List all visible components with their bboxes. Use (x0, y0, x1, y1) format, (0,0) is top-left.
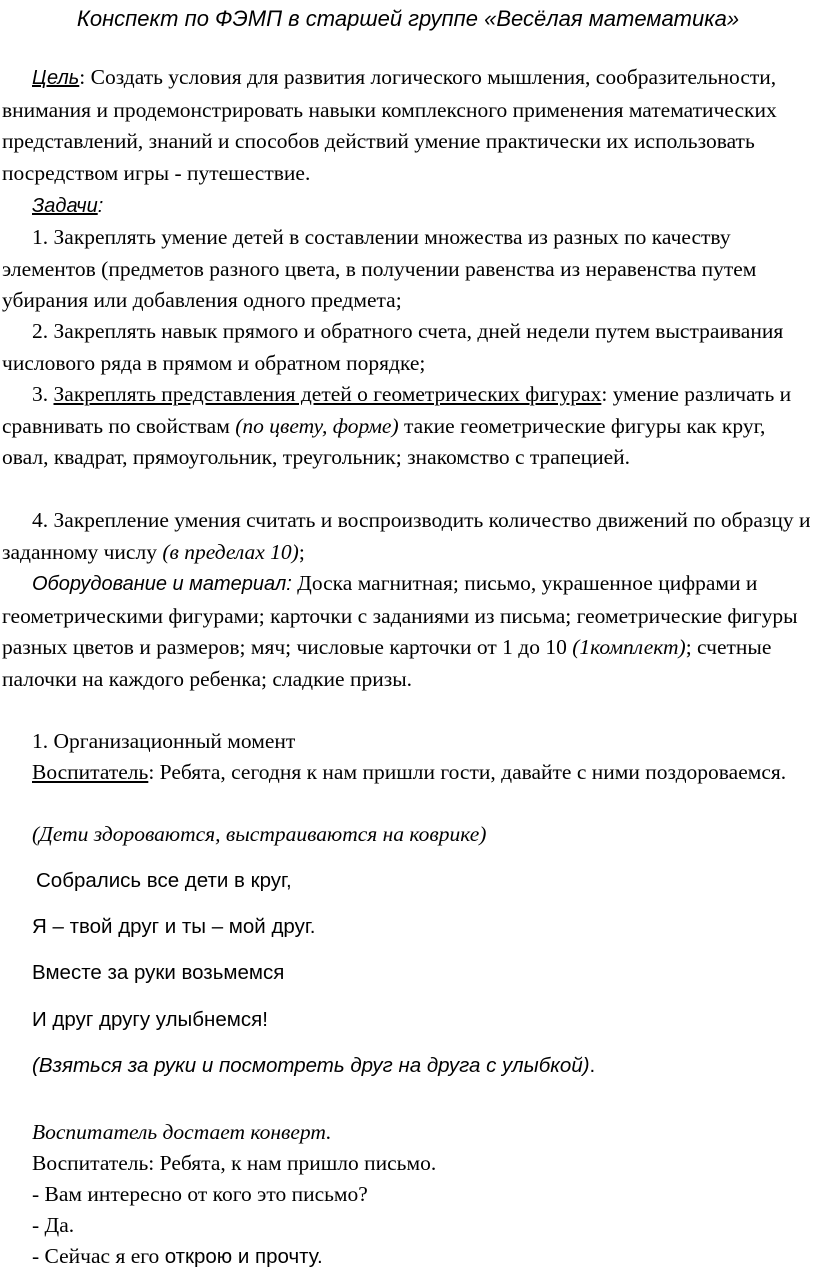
speaker-label: Воспитатель (32, 760, 149, 784)
poem-note (32, 1054, 595, 1078)
poem-line-4: И друг другу улыбнемся! (32, 1008, 268, 1031)
section-1-heading-text: 1. Организационный момент (32, 729, 296, 753)
stage-direction-text: Воспитатель достает конверт. (32, 1120, 332, 1144)
equipment-label: Оборудование и материал: (32, 573, 292, 595)
equipment-italic: (1комплект) (572, 635, 686, 659)
dialogue-line-3 (2, 1210, 814, 1242)
dialogue-line-1-text: Воспитатель: Ребята, к нам пришло письмо. (32, 1151, 437, 1175)
task-1-text: 1. Закреплять умение детей в составлении множества из разных по качеству элементов (предметов разного цвета, в получении равенства из неравенства путем убирания или добавления одного предмета; (2, 225, 757, 312)
dialogue-line-2 (2, 1179, 814, 1211)
task-4 (2, 505, 814, 568)
tasks-label: Задачи (32, 195, 98, 217)
goal-paragraph (2, 62, 814, 189)
task-4-start: 4. Закрепление умения считать и воспроизводить количество движений по образцу и заданному числу (2, 508, 811, 564)
page-title: Конспект по ФЭМП в старшей группе «Весёлая математика» (76, 6, 740, 31)
task-3 (2, 379, 814, 474)
section-1-heading (2, 726, 814, 758)
task-2 (2, 316, 814, 379)
task-4-end: ; (298, 539, 305, 564)
equipment-text-start: Доска магнитная; письмо, украшенное цифрами и геометрическими фигурами; карточки с заданиями из письма; геометрические фигуры разных цветов и размеров; мяч; числовые карточки от 1 до 10 (2, 571, 798, 659)
poem-line-2: Я – твой друг и ты – мой друг. (32, 915, 316, 938)
equipment-paragraph (2, 568, 814, 695)
task-3-end: такие геометрические фигуры как круг, овал, квадрат, прямоугольник, треугольник; знакомство с трапецией. (2, 413, 766, 469)
task-3-italic: (по цвету, форме) (235, 413, 399, 438)
dialogue-line-4-end: открою и прочту. (164, 1245, 323, 1268)
dialogue-line-2-text: - Вам интересно от кого это письмо? (32, 1182, 368, 1206)
task-3-mid: : умение различать и сравнивать по свойствам (2, 382, 792, 438)
task-1 (2, 222, 814, 317)
poem-note-end: . (589, 1054, 596, 1077)
equipment-text-end: ; счетные палочки на каждого ребенка; сладкие призы. (2, 635, 772, 691)
dialogue-line-1 (2, 1148, 814, 1180)
children-remark-text: (Дети здороваются, выстраиваются на коврике) (32, 822, 487, 846)
teacher-greeting-text: : Ребята, сегодня к нам пришли гости, давайте с ними поздороваемся. (148, 760, 787, 784)
tasks-heading: Задачи: (32, 195, 104, 217)
children-remark (2, 819, 814, 851)
task-4-italic: (в пределах 10) (162, 539, 299, 564)
stage-direction (2, 1117, 814, 1149)
goal-text: : Создать условия для развития логического мышления, сообразительности, внимания и продемонстрировать навыки комплексного применения математических представлений, знаний и способов действий умение практически их использовать посредством игры - путешествие. (2, 65, 777, 185)
poem-note-text: (Взяться за руки и посмотреть друг на друга с улыбкой) (32, 1054, 590, 1077)
dialogue-line-3-text: - Да. (32, 1213, 75, 1237)
task-2-text: 2. Закреплять навык прямого и обратного счета, дней недели путем выстраивания числового ряда в прямом и обратном порядке; (2, 319, 784, 375)
teacher-greeting (2, 757, 814, 789)
task-3-prefix: 3. (32, 382, 54, 406)
poem-line-1: Собрались все дети в круг, (36, 869, 292, 892)
dialogue-line-4 (2, 1241, 814, 1273)
goal-label: Цель (32, 67, 80, 89)
task-3-underlined: Закреплять представления детей о геометрических фигурах (53, 382, 602, 406)
poem-line-3: Вместе за руки возьмемся (32, 961, 285, 984)
dialogue-line-4-start: - Сейчас я его (32, 1244, 165, 1268)
